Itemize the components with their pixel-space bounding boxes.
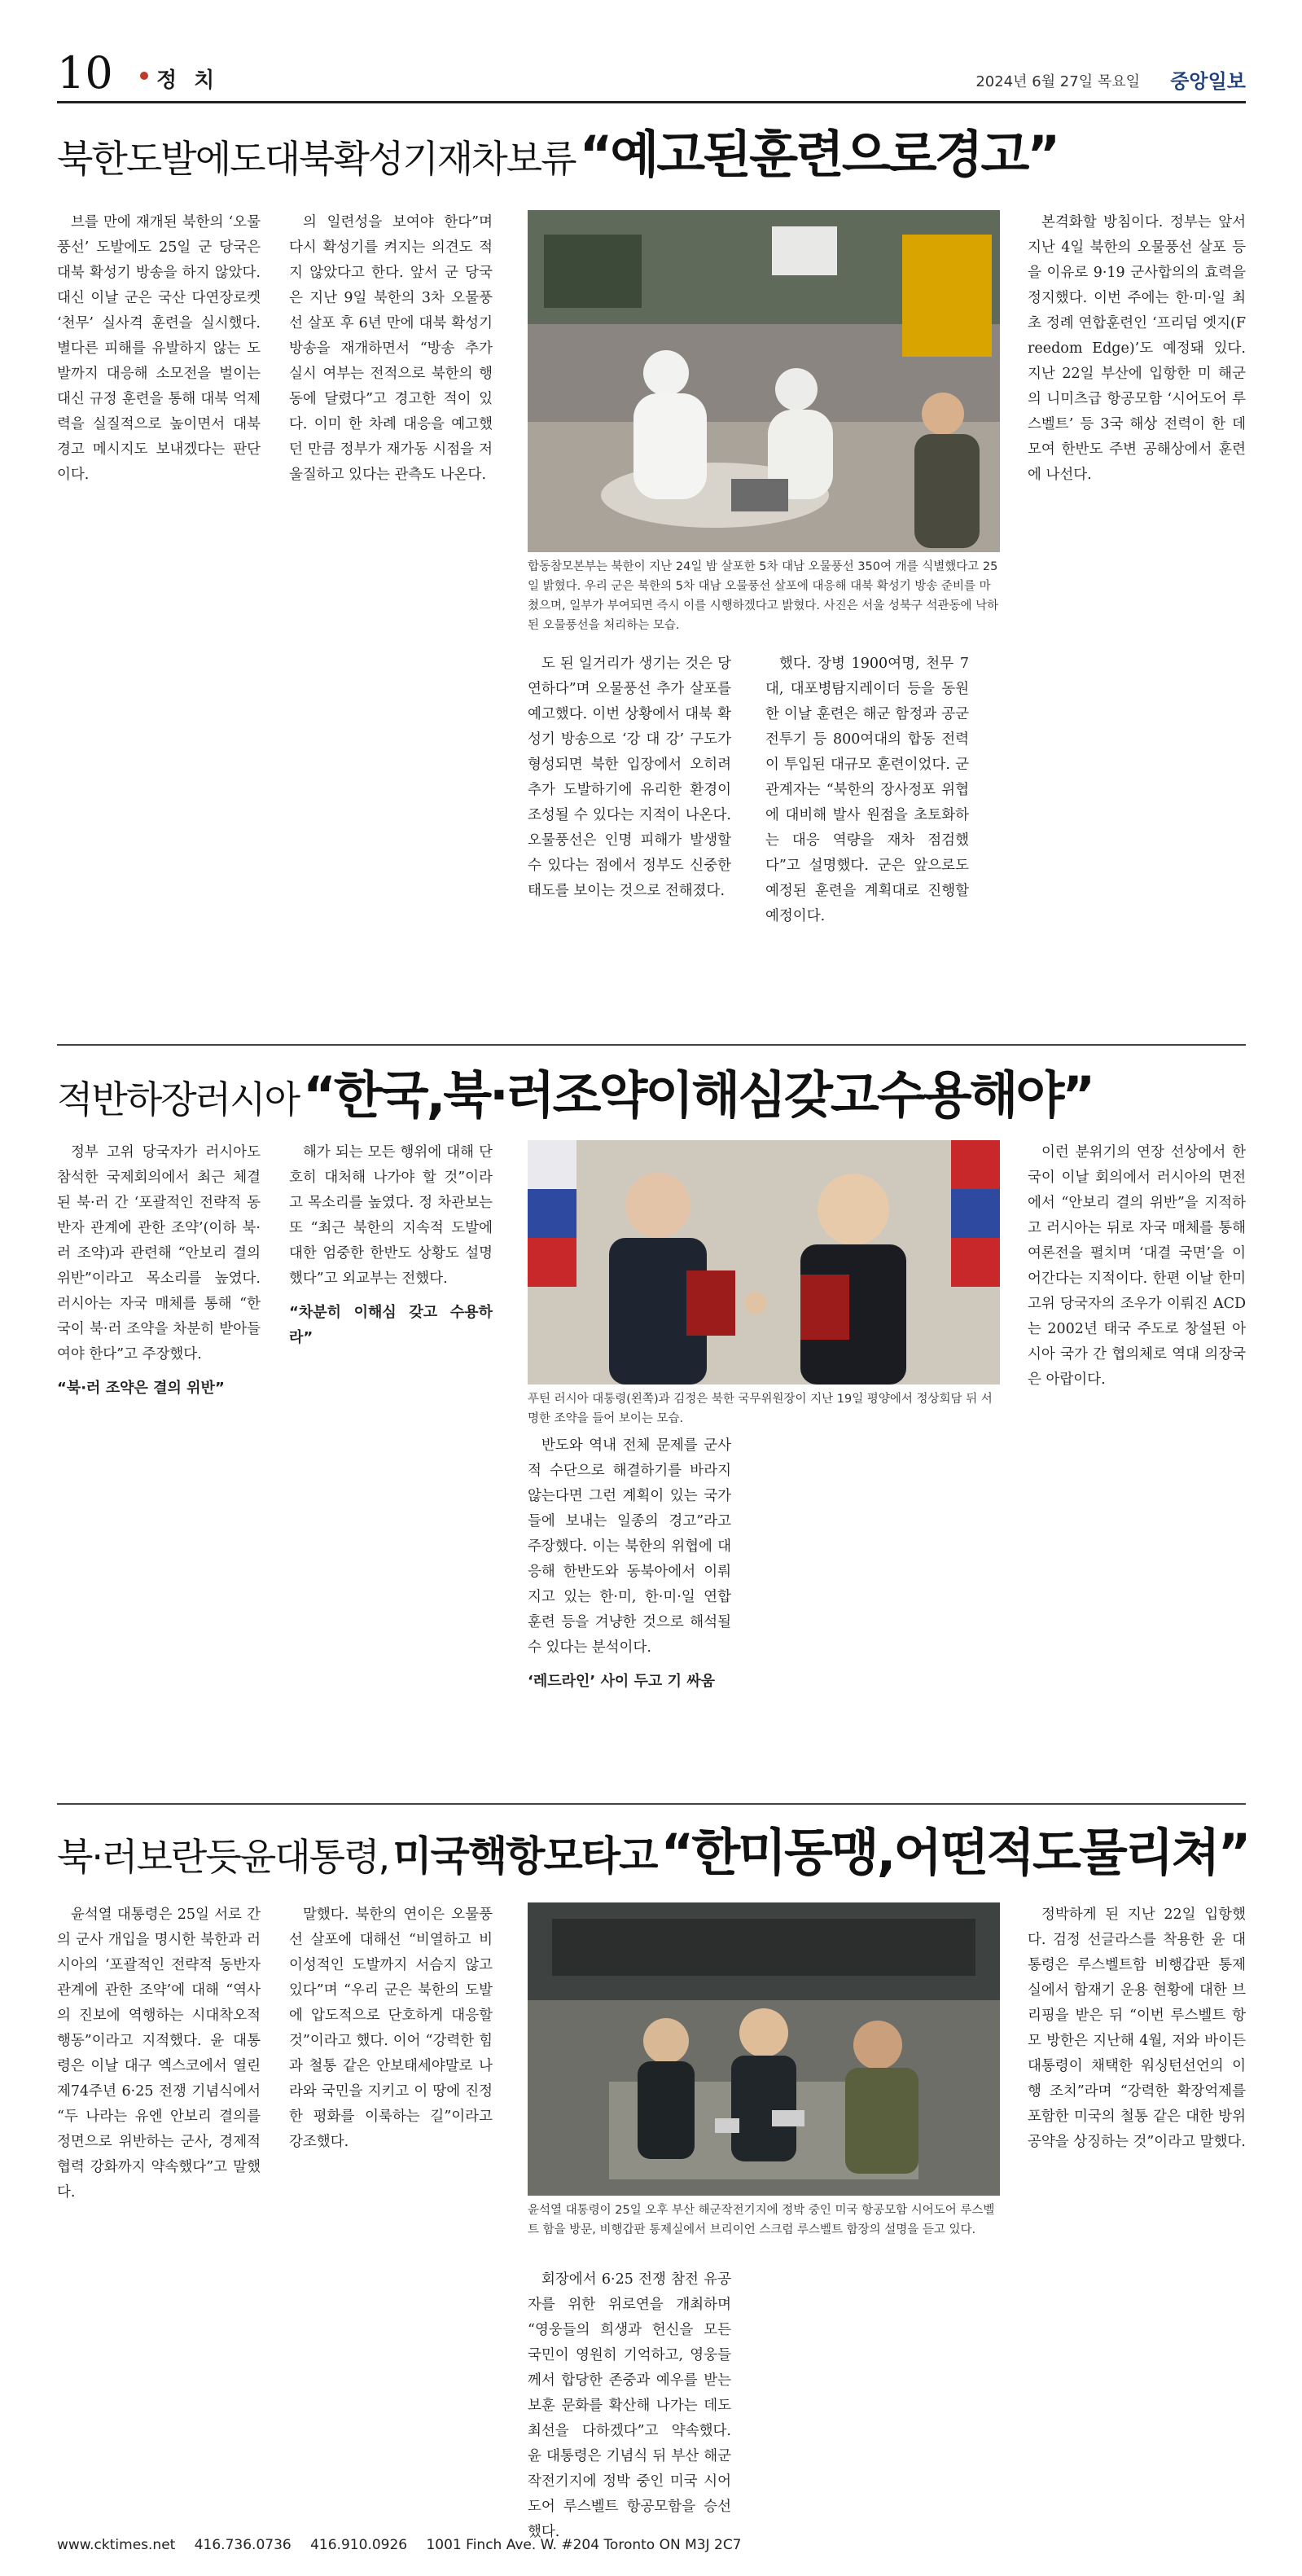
story2-column-1: 정부 고위 당국자가 러시아도 참석한 국제회의에서 최근 체결된 북·러 간 ‘포괄적인 전략적 동반자 관계에 관한 조약’(이하 북·러 조약)과 관련해 “안보리 결의 위반”이라고 목소리를 높였다. 러시아는 자국 매체를 통해 “한국이 북·러 조약을 차분히 받아들여야 한다”고 주장했다. “북·러 조약은 결의 위반” (57, 1140, 261, 1792)
story1-column-2: 의 일련성을 보여야 한다”며 다시 확성기를 켜지는 의견도 적지 않았다고 한다. 앞서 군 당국은 지난 9일 북한의 3차 오물풍선 살포 후 6년 만에 대북 확성기 방송을 재개하면서 “방송 추가 실시 여부는 전적으로 북한의 행동에 달렸다”고 경고한 적이 있다. 이미 한 차례 대응을 예고했던 만큼 정부가 재가동 시점을 저울질하고 있다는 관측도 나온다. (289, 214, 493, 483)
story2-photo (528, 1140, 1000, 1385)
story1-headline (57, 114, 1246, 195)
story1-column-1: 브를 만에 재개된 북한의 ‘오물풍선’ 도발에도 25일 군 당국은 대북 확성기 방송을 하지 않았다. 대신 이날 군은 국산 다연장로켓 ‘천무’ 실사격 훈련을 실시했다. 별다른 피해를 유발하지 않는 도발까지 대응해 소모전을 벌이는 대신 규정 훈련을 통해 대북 억제력을 실질적으로 높이면서 대북 경고 메시지도 보내겠다는 판단이다. (57, 214, 261, 483)
masthead (57, 49, 1246, 98)
story2-photo-caption: 푸틴 러시아 대통령(왼쪽)과 김정은 북한 국무위원장이 지난 19일 평양에서 정상회담 뒤 서명한 조약을 들어 보이는 모습. (528, 1393, 993, 1425)
story2-column-4: 이런 분위기의 연장 선상에서 한국이 이날 회의에서 러시아의 면전에서 “안보리 결의 위반”을 지적하고 러시아는 뒤로 자국 매체를 통해 여론전을 펼치며 ‘대결 국면’을 이어간다는 지적이다. 한편 이날 한미 고위 당국자의 조우가 이뤄진 ACD는 2002년 태국 주도로 창설된 아시아 국가 간 협의체로 역대 의장국은 아랍이다. (1028, 1144, 1246, 1388)
footer-phone-2: 416.910.0926 (310, 2537, 408, 2553)
story2-subhead-1: “북·러 조약은 결의 위반” (57, 1380, 225, 1397)
story1-headline-main: “예고된훈련으로경고” (579, 125, 1059, 184)
story3-headline-main: “한미동맹,어떤적도물리쳐” (660, 1823, 1249, 1882)
story3-photo (528, 1902, 1000, 2196)
footer-address: 1001 Finch Ave. W. #204 Toronto ON M3J 2C7 (426, 2537, 742, 2553)
story2-headline-main: “한국,북·러조약이해심갖고수용해야” (303, 1065, 1094, 1125)
story1-column-4: 했다. 장병 1900여명, 천무 7대, 대포병탐지레이더 등을 동원한 이날 훈련은 해군 함정과 공군 전투기 등 800여대의 합동 전력이 투입된 대규모 훈련이었다. 군 관계자는 “북한의 장사정포 위협에 대비해 발사 원점을 초토화하는 대응 역량을 재차 점검했다”고 설명했다. 군은 앞으로도 예정된 훈련을 계획대로 진행할 예정이다. (765, 656, 969, 924)
story-divider-2 (57, 1803, 1246, 1805)
story2-column-2: 해가 되는 모든 행위에 대해 단호히 대처해 나가야 할 것”이라고 목소리를 높였다. 정 차관보는 또 “최근 북한의 지속적 도발에 대한 엄중한 한반도 상황도 설명했다”고 외교부는 전했다. “차분히 이해심 갖고 수용하라” (289, 1140, 493, 1792)
story3-photo-caption: 윤석열 대통령이 25일 오후 부산 해군작전기지에 정박 중인 미국 항공모함 시어도어 루스벨트 함을 방문, 비행갑판 통제실에서 브리이언 스크럼 루스벨트 함장의 설명을 듣고 있다. (528, 2204, 995, 2236)
story3-column-4: 정박하게 된 지난 22일 입항했다. 검정 선글라스를 착용한 윤 대통령은 루스벨트함 비행갑판 통제실에서 함재기 운용 현황에 대한 브리핑을 받은 뒤 “이번 루스벨트 항모 방한은 지난해 4월, 저와 바이든 대통령이 채택한 워싱턴선언의 이행 조치”라며 “강력한 확장억제를 포함한 미국의 철통 같은 대한 방위공약을 상징하는 것”이라고 말했다. (1028, 1907, 1246, 2150)
story2-subhead-3: ‘레드라인’ 사이 두고 기 싸움 (528, 1673, 716, 1690)
putin-kim-signing-photo (528, 1140, 1000, 1385)
section-name: 정 치 (156, 68, 220, 93)
footer-website[interactable]: www.cktimes.net (57, 2537, 176, 2553)
story3-headline (57, 1816, 1249, 1889)
story1-headline-sub: 북한도발에도대북확성기재차보류 (57, 137, 576, 181)
story3-column-2: 말했다. 북한의 연이은 오물풍선 살포에 대해선 “비열하고 비이성적인 도발까지 서슴지 않고 있다”며 “우리 군은 북한의 도발에 압도적으로 단호하게 대응할 것”이라고 했다. 이어 “강력한 힘과 철통 같은 안보태세야말로 나라와 국민을 지키고 이 땅에 진정한 평화를 이룩하는 길”이라고 강조했다. (289, 1907, 493, 2150)
story3-headline-mid: 미국핵항모타고 (392, 1832, 657, 1880)
story-divider-1 (57, 1044, 1246, 1046)
masthead-rule (57, 101, 1246, 103)
story3-column-1: 윤석열 대통령은 25일 서로 간의 군사 개입을 명시한 북한과 러시아의 ‘포괄적인 전략적 동반자 관계에 관한 조약’에 대해 “역사의 진보에 역행하는 시대착오적 행동”이라고 지적했다. 윤 대통령은 이날 대구 엑스코에서 열린 제74주년 6·25 전쟁 기념식에서 “두 나라는 유엔 안보리 결의를 정면으로 위반하는 군사, 경제적 협력 강화까지 약속했다”고 말했다. (57, 1907, 261, 2201)
story2-subhead-2: “차분히 이해심 갖고 수용하라” (289, 1304, 493, 1346)
page-footer (57, 2537, 1246, 2561)
carrier-visit-photo (528, 1902, 1000, 2196)
story1-photo-caption: 합동참모본부는 북한이 지난 24일 밤 살포한 5차 대남 오물풍선 350여 개를 식별했다고 25일 밝혔다. 우리 군은 북한의 5차 대남 오물풍선 살포에 대응해 대북 확성기 방송 준비를 마쳤으며, 일부가 부여되면 즉시 이를 시행하겠다고 밝혔다. 사진은 서울 성북구 석관동에 낙하된 오물풍선을 처리하는 모습. (528, 560, 999, 632)
balloon-cleanup-photo (528, 210, 1000, 552)
section-dot-icon (140, 72, 148, 80)
publication-date: 2024년 6월 27일 목요일 (975, 73, 1140, 90)
story3-column-3: 회장에서 6·25 전쟁 참전 유공자를 위한 위로연을 개최하며 “영웅들의 희생과 헌신을 모든 국민이 영원히 기억하고, 영웅들께서 합당한 존중과 예우를 받는 보훈 문화를 확산해 나가는 데도 최선을 다하겠다”고 약속했다. 윤 대통령은 기념식 뒤 부산 해군작전기지에 정박 중인 미국 시어도어 루스벨트 항공모함을 승선했다. (528, 2271, 731, 2540)
story1-column-5: 본격화할 방침이다. 정부는 앞서 지난 4일 북한의 오물풍선 살포 등을 이유로 9·19 군사합의의 효력을 정지했다. 이번 주에는 한·미·일 최초 정례 연합훈련인 ‘프리덤 엣지(Freedom Edge)’도 예정돼 있다. 지난 22일 부산에 입항한 미 해군의 니미츠급 항공모함 ‘시어도어 루스벨트’ 등 3국 해상 전력이 한 데 모여 한반도 주변 공해상에서 훈련에 나선다. (1028, 214, 1246, 483)
paper-logo: 중앙일보 (1170, 70, 1246, 93)
story3-headline-sub: 북·러보란듯윤대통령, (57, 1835, 389, 1879)
page-number: 10 (57, 47, 113, 99)
story2-headline (57, 1059, 1246, 1132)
story1-column-3: 도 된 일거리가 생기는 것은 당연하다”며 오물풍선 추가 살포를 예고했다. 이번 상황에서 대북 확성기 방송으로 ‘강 대 강’ 구도가 형성되면 북한 입장에서 오히려 추가 도발하기에 유리한 환경이 조성될 수 있다는 지적이 나온다. 오물풍선은 인명 피해가 발생할 수 있다는 점에서 정부도 신중한 태도를 보이는 것으로 전해졌다. (528, 656, 731, 899)
footer-phone-1: 416.736.0736 (194, 2537, 292, 2553)
story2-headline-sub: 적반하장러시아 (57, 1077, 300, 1121)
story2-column-3: 반도와 역내 전체 문제를 군사적 수단으로 해결하기를 바라지 않는다면 그런 계획이 있는 국가들에 보내는 일종의 경고”라고 주장했다. 이는 북한의 위협에 대응해 한반도와 동북아에서 이뤄지고 있는 한·미, 한·미·일 연합 훈련 등을 겨냥한 것으로 해석될 수 있다는 분석이다. ‘레드라인’ 사이 두고 기 싸움 (528, 1433, 731, 1792)
story1-photo (528, 210, 1000, 552)
